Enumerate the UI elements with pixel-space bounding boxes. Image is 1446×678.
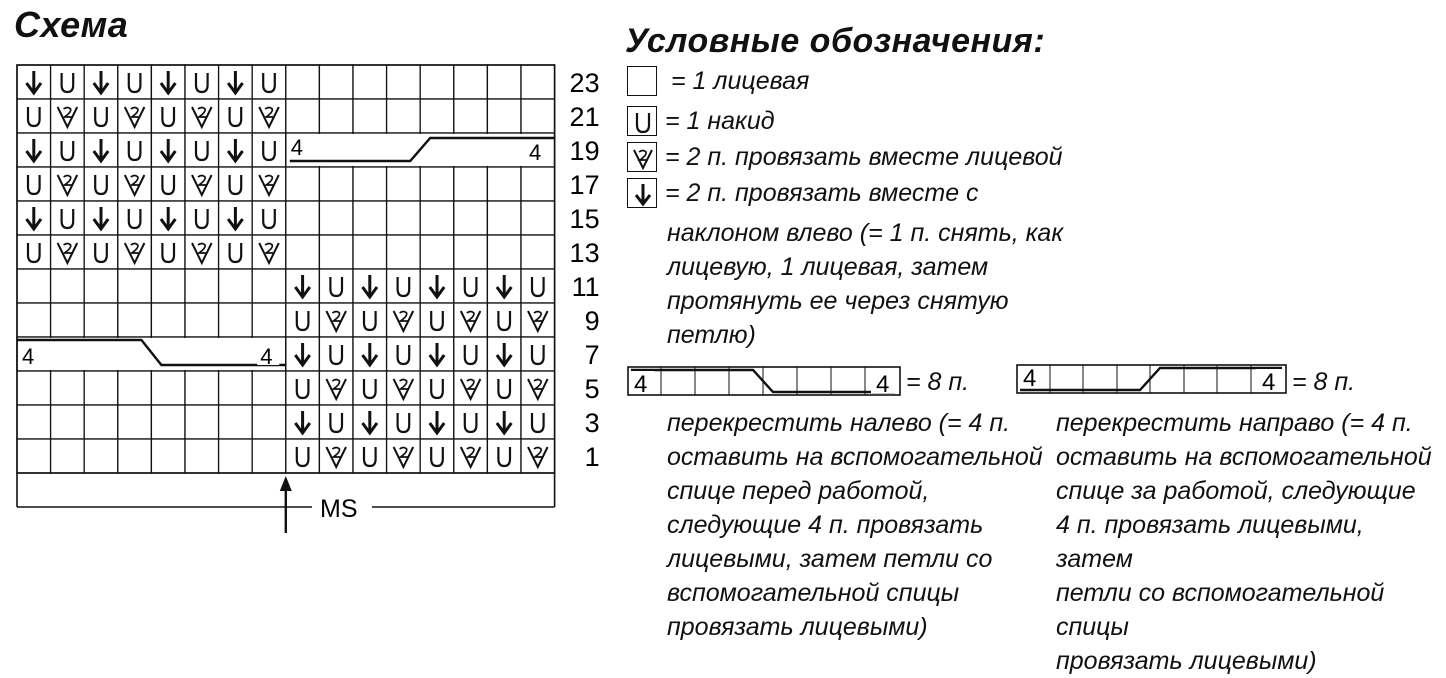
chart-cell-dec xyxy=(487,405,521,439)
chart-cell-yo xyxy=(185,133,219,167)
chart-cell-k xyxy=(420,99,454,133)
decrease-arrow-icon xyxy=(627,178,657,208)
chart-cell-k2tog xyxy=(185,235,219,269)
chart-cell-k xyxy=(286,201,320,235)
chart-cell-k xyxy=(353,65,387,99)
chart-cell-k xyxy=(420,235,454,269)
chart-cell-k xyxy=(118,405,152,439)
chart-cell-k xyxy=(51,405,85,439)
chart-cell-k xyxy=(286,235,320,269)
row-number: 3 xyxy=(584,408,600,438)
chart-cell-yo xyxy=(420,439,454,473)
cable-label-start: 4 xyxy=(290,135,304,160)
chart-cell-yo xyxy=(219,99,253,133)
chart-cell-k xyxy=(118,269,152,303)
chart-cell-k xyxy=(353,201,387,235)
chart-cell-yo xyxy=(487,303,521,337)
chart-cell-yo xyxy=(454,269,488,303)
chart-cell-yo xyxy=(353,439,387,473)
chart-cell-k2tog xyxy=(454,439,488,473)
chart-cell-yo xyxy=(286,439,320,473)
chart-cell-k xyxy=(219,405,253,439)
legend-cross-left-detail: перекрестить налево (= 4 п. оставить на вспомогательной спице перед работой, следующие 4 п. провязать лицевыми, затем петли со вспомогательной спицы провязать лицевыми) xyxy=(667,409,1043,641)
row-number: 13 xyxy=(569,238,600,268)
chart-cell-yo xyxy=(17,167,51,201)
chart-cell-k xyxy=(521,167,555,201)
chart-cell-k2tog xyxy=(319,439,353,473)
chart-cell-k xyxy=(454,65,488,99)
chart-cell-dec xyxy=(353,337,387,371)
chart-cell-k xyxy=(185,371,219,405)
chart-cell-yo xyxy=(252,201,286,235)
chart-cell-k xyxy=(353,167,387,201)
chart-cell-k2tog xyxy=(521,303,555,337)
chart-cell-yo xyxy=(286,303,320,337)
chart-cell-k xyxy=(387,99,421,133)
legend-decrease xyxy=(627,178,979,208)
chart-cell-k xyxy=(521,201,555,235)
chart-cell-dec xyxy=(84,201,118,235)
chart-cell-dec xyxy=(17,201,51,235)
chart-cell-dec xyxy=(353,269,387,303)
chart-cell-dec xyxy=(219,65,253,99)
legend-k2tog-text: = 2 п. провязать вместе лицевой xyxy=(665,142,1063,171)
chart-cell-yo xyxy=(17,99,51,133)
chart-cell-yo xyxy=(420,303,454,337)
chart-cell-k xyxy=(17,269,51,303)
cross-right-icon xyxy=(1016,364,1288,396)
chart-cell-k xyxy=(319,167,353,201)
chart-cell-yo xyxy=(487,371,521,405)
chart-cell-dec xyxy=(487,337,521,371)
chart-cell-k xyxy=(252,371,286,405)
chart-cell-k xyxy=(17,439,51,473)
chart-cell-dec xyxy=(487,269,521,303)
chart-cell-k2tog xyxy=(185,167,219,201)
chart-cell-yo xyxy=(387,269,421,303)
chart-cell-k xyxy=(84,405,118,439)
chart-cell-k xyxy=(420,65,454,99)
chart-cell-k xyxy=(51,439,85,473)
chart-cell-k xyxy=(286,65,320,99)
chart-cell-yo xyxy=(51,201,85,235)
row-number: 11 xyxy=(571,272,600,302)
chart-cell-k xyxy=(353,99,387,133)
chart-cell-yo xyxy=(319,337,353,371)
chart-cell-k xyxy=(487,235,521,269)
chart-cell-dec xyxy=(420,269,454,303)
cross-left-label-end: 4 xyxy=(876,371,890,398)
chart-cell-k xyxy=(185,405,219,439)
chart-cell-dec xyxy=(219,201,253,235)
chart-cell-k xyxy=(420,167,454,201)
chart-cell-k xyxy=(51,371,85,405)
chart-cell-k xyxy=(118,439,152,473)
chart-cell-k xyxy=(151,303,185,337)
chart-cell-k xyxy=(454,201,488,235)
chart-cell-k xyxy=(319,235,353,269)
chart-cell-yo xyxy=(387,337,421,371)
legend-cross-right-text: = 8 п. xyxy=(1292,368,1356,396)
chart-cell-k xyxy=(185,303,219,337)
chart-cell-k xyxy=(185,439,219,473)
chart-cell-k xyxy=(51,303,85,337)
chart-cell-k xyxy=(387,201,421,235)
row-number: 9 xyxy=(584,306,600,336)
chart-cell-dec xyxy=(420,337,454,371)
chart-cell-yo xyxy=(84,99,118,133)
chart-cell-yo xyxy=(353,371,387,405)
chart-cell-k2tog xyxy=(252,235,286,269)
chart-cell-yo xyxy=(151,235,185,269)
cable-right xyxy=(286,133,555,167)
chart-cell-yo xyxy=(118,201,152,235)
chart-cell-yo xyxy=(420,371,454,405)
chart-cell-k2tog xyxy=(252,167,286,201)
k2tog-icon xyxy=(627,142,657,172)
cross-left-icon xyxy=(627,366,902,398)
chart-cell-k xyxy=(487,167,521,201)
chart-cell-k xyxy=(454,235,488,269)
legend-k2tog xyxy=(627,142,1063,172)
chart-cell-dec xyxy=(151,133,185,167)
chart-cell-k xyxy=(151,371,185,405)
chart-cell-k2tog xyxy=(521,439,555,473)
chart-cell-k2tog xyxy=(185,99,219,133)
chart-cell-k xyxy=(353,235,387,269)
cross-left-label-start: 4 xyxy=(634,371,648,398)
chart-cell-k xyxy=(319,201,353,235)
chart-cell-k xyxy=(487,99,521,133)
chart-cell-k2tog xyxy=(252,99,286,133)
row-number: 17 xyxy=(569,170,600,200)
chart-cell-yo xyxy=(454,337,488,371)
row-number: 7 xyxy=(584,340,600,370)
chart-cell-yo xyxy=(252,65,286,99)
legend-knit xyxy=(627,66,809,96)
chart-cell-k2tog xyxy=(118,99,152,133)
legend-cross-right-detail: перекрестить направо (= 4 п. оставить на вспомогательной спице за работой, следующие 4 п. провязать лицевыми, затем петли со вспомогательной спицы провязать лицевыми) xyxy=(1056,409,1432,675)
chart-cell-k xyxy=(454,99,488,133)
chart-cell-k xyxy=(487,201,521,235)
chart-cell-k xyxy=(219,371,253,405)
row-number: 23 xyxy=(569,68,600,98)
chart-cell-dec xyxy=(286,269,320,303)
legend-decrease-detail: наклоном влево (= 1 п. снять, как лицевую, 1 лицевая, затем протянуть ее через снятую петлю) xyxy=(667,219,1064,349)
chart-cell-k xyxy=(521,65,555,99)
chart-cell-dec xyxy=(84,65,118,99)
chart-cell-yo xyxy=(521,405,555,439)
chart-cell-k xyxy=(17,303,51,337)
cross-right-label-end: 4 xyxy=(1262,369,1276,396)
chart-cell-k xyxy=(487,65,521,99)
chart-cell-yo xyxy=(252,133,286,167)
chart-cell-k2tog xyxy=(51,167,85,201)
row-number: 1 xyxy=(584,442,600,472)
chart-cell-k2tog xyxy=(118,235,152,269)
chart-cell-yo xyxy=(286,371,320,405)
chart-cell-k xyxy=(151,439,185,473)
chart-cell-yo xyxy=(521,269,555,303)
chart-cell-dec xyxy=(286,405,320,439)
chart-cell-k xyxy=(118,303,152,337)
chart-cell-yo xyxy=(17,235,51,269)
chart-cell-dec xyxy=(420,405,454,439)
chart-cell-k2tog xyxy=(51,235,85,269)
chart-cell-k xyxy=(51,269,85,303)
chart-cell-k xyxy=(84,269,118,303)
chart-cell-k xyxy=(17,371,51,405)
chart-cell-k xyxy=(219,303,253,337)
chart-cell-k xyxy=(252,439,286,473)
cable-left xyxy=(17,337,286,371)
row-number: 5 xyxy=(584,374,600,404)
chart-cell-k xyxy=(84,371,118,405)
chart-cell-k xyxy=(387,235,421,269)
ms-label: MS xyxy=(320,495,358,523)
legend-title: Условные обозначения: xyxy=(625,22,1046,60)
chart-cell-k xyxy=(387,65,421,99)
chart-cell-k2tog xyxy=(387,303,421,337)
chart-cell-yo xyxy=(51,65,85,99)
legend-yarn-over-text: = 1 накид xyxy=(665,106,775,135)
chart-cell-k xyxy=(185,269,219,303)
chart-cell-yo xyxy=(521,337,555,371)
chart-cell-dec xyxy=(286,337,320,371)
chart-cell-k xyxy=(521,235,555,269)
legend-knit-text: = 1 лицевая xyxy=(671,66,810,95)
chart-cell-dec xyxy=(353,405,387,439)
chart-cell-k xyxy=(252,405,286,439)
row-number: 19 xyxy=(569,136,600,166)
cable-label-end: 4 xyxy=(529,140,542,165)
chart-cell-yo xyxy=(319,405,353,439)
chart-cell-yo xyxy=(185,65,219,99)
chart-cell-k xyxy=(286,167,320,201)
chart-cell-k xyxy=(84,303,118,337)
chart-cell-k xyxy=(454,167,488,201)
chart-cell-yo xyxy=(319,269,353,303)
yarn-over-icon xyxy=(627,106,657,136)
chart-cell-k2tog xyxy=(521,371,555,405)
chart-cell-yo xyxy=(84,167,118,201)
chart-cell-k xyxy=(387,167,421,201)
cross-right-label-start: 4 xyxy=(1023,365,1037,392)
chart-cell-k xyxy=(84,439,118,473)
cable-label-end: 4 xyxy=(260,344,273,369)
row-number: 21 xyxy=(569,102,600,132)
legend-decrease-text: = 2 п. провязать вместе с xyxy=(665,178,979,207)
chart-cell-dec xyxy=(17,133,51,167)
chart-cell-yo xyxy=(219,167,253,201)
chart-title: Схема xyxy=(14,4,129,45)
legend-yarn-over xyxy=(627,106,775,136)
chart-cell-k2tog xyxy=(454,371,488,405)
chart-cell-k xyxy=(252,269,286,303)
chart-cell-yo xyxy=(151,167,185,201)
chart-cell-dec xyxy=(151,201,185,235)
knit-icon xyxy=(627,66,657,96)
chart-cell-yo xyxy=(219,235,253,269)
chart-cell-yo xyxy=(387,405,421,439)
chart-cell-k xyxy=(521,99,555,133)
cable-label-start: 4 xyxy=(22,344,35,369)
chart-cell-k xyxy=(151,269,185,303)
chart-cell-dec xyxy=(219,133,253,167)
chart-cell-yo xyxy=(151,99,185,133)
chart-cell-yo xyxy=(353,303,387,337)
chart-cell-yo xyxy=(487,439,521,473)
chart-cell-dec xyxy=(17,65,51,99)
chart-cell-k2tog xyxy=(387,439,421,473)
chart-cell-k2tog xyxy=(454,303,488,337)
chart-cell-k xyxy=(118,371,152,405)
chart-cell-k xyxy=(319,65,353,99)
chart-cell-k xyxy=(420,201,454,235)
chart-cell-k2tog xyxy=(387,371,421,405)
chart-cell-dec xyxy=(84,133,118,167)
chart-cell-k xyxy=(252,303,286,337)
chart-cell-yo xyxy=(454,405,488,439)
chart-cell-k xyxy=(319,99,353,133)
chart-cell-dec xyxy=(151,65,185,99)
chart-cell-yo xyxy=(51,133,85,167)
chart-cell-k xyxy=(219,269,253,303)
chart-cell-k2tog xyxy=(51,99,85,133)
chart-cell-k2tog xyxy=(118,167,152,201)
chart-cell-yo xyxy=(84,235,118,269)
chart-cell-yo xyxy=(118,133,152,167)
chart-cell-k2tog xyxy=(319,371,353,405)
legend-cross-left-text: = 8 п. xyxy=(906,368,970,396)
chart-cell-k xyxy=(219,439,253,473)
row-number: 15 xyxy=(569,204,600,234)
chart-cell-yo xyxy=(185,201,219,235)
chart-cell-yo xyxy=(118,65,152,99)
chart-cell-k2tog xyxy=(319,303,353,337)
chart-cell-k xyxy=(17,405,51,439)
chart-cell-k xyxy=(151,405,185,439)
chart-cell-k xyxy=(286,99,320,133)
